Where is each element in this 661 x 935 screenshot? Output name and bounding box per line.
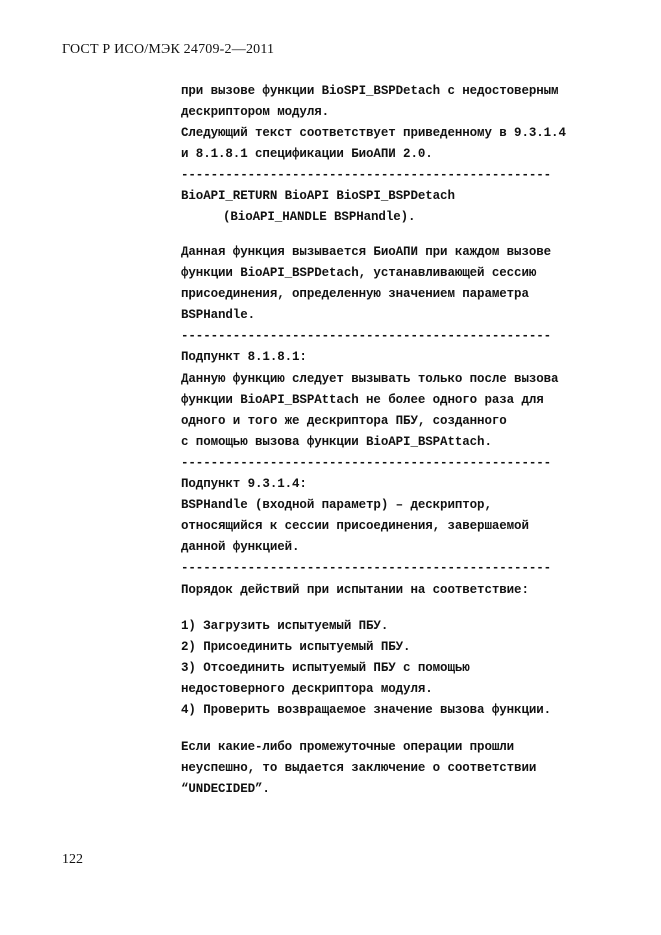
text-line: одного и того же дескриптора ПБУ, созданного [181,414,507,428]
subclause-heading: Подпункт 9.3.1.4: [181,477,307,491]
list-item: 1) Загрузить испытуемый ПБУ. [181,619,389,633]
procedure-heading: Порядок действий при испытании на соответствие: [181,583,529,597]
text-line: при вызове функции BioSPI_BSPDetach с недостоверным [181,84,559,98]
text-line: Данная функция вызывается БиоАПИ при каждом вызове [181,245,552,259]
text-line: BSPHandle. [181,308,256,322]
subclause-heading: Подпункт 8.1.8.1: [181,350,307,364]
list-item: 2) Присоединить испытуемый ПБУ. [181,640,411,654]
text-line: дескриптором модуля. [181,105,330,119]
list-item: 4) Проверить возвращаемое значение вызова функции. [181,703,552,717]
code-signature: BioAPI_RETURN BioAPI BioSPI_BSPDetach [181,189,455,203]
text-line: неуспешно, то выдается заключение о соответствии [181,761,537,775]
separator-line: -------------------------------------------------- [181,561,552,575]
separator-line: -------------------------------------------------- [181,168,552,182]
text-line: и 8.1.8.1 спецификации БиоАПИ 2.0. [181,147,433,161]
text-line: присоединения, определенную значением параметра [181,287,529,301]
text-line: Следующий текст соответствует приведенному в 9.3.1.4 [181,126,566,140]
text-line: данной функцией. [181,540,300,554]
separator-line: -------------------------------------------------- [181,329,552,343]
page-number: 122 [62,852,83,867]
text-line: BSPHandle (входной параметр) – дескриптор, [181,498,492,512]
text-line: Данную функцию следует вызывать только после вызова [181,372,559,386]
list-item-continuation: недостоверного дескриптора модуля. [181,682,433,696]
list-item: 3) Отсоединить испытуемый ПБУ с помощью [181,661,470,675]
text-line: функции BioAPI_BSPDetach, устанавливающей сессию [181,266,537,280]
text-line: с помощью вызова функции BioAPI_BSPAttach. [181,435,492,449]
text-line: относящийся к сессии присоединения, завершаемой [181,519,529,533]
document-header: ГОСТ Р ИСО/МЭК 24709-2—2011 [62,42,275,57]
text-line: “UNDECIDED”. [181,782,270,796]
text-line: Если какие-либо промежуточные операции прошли [181,740,515,754]
separator-line: -------------------------------------------------- [181,456,552,470]
code-signature-args: (BioAPI_HANDLE BSPHandle). [223,210,416,224]
text-line: функции BioAPI_BSPAttach не более одного раза для [181,393,544,407]
